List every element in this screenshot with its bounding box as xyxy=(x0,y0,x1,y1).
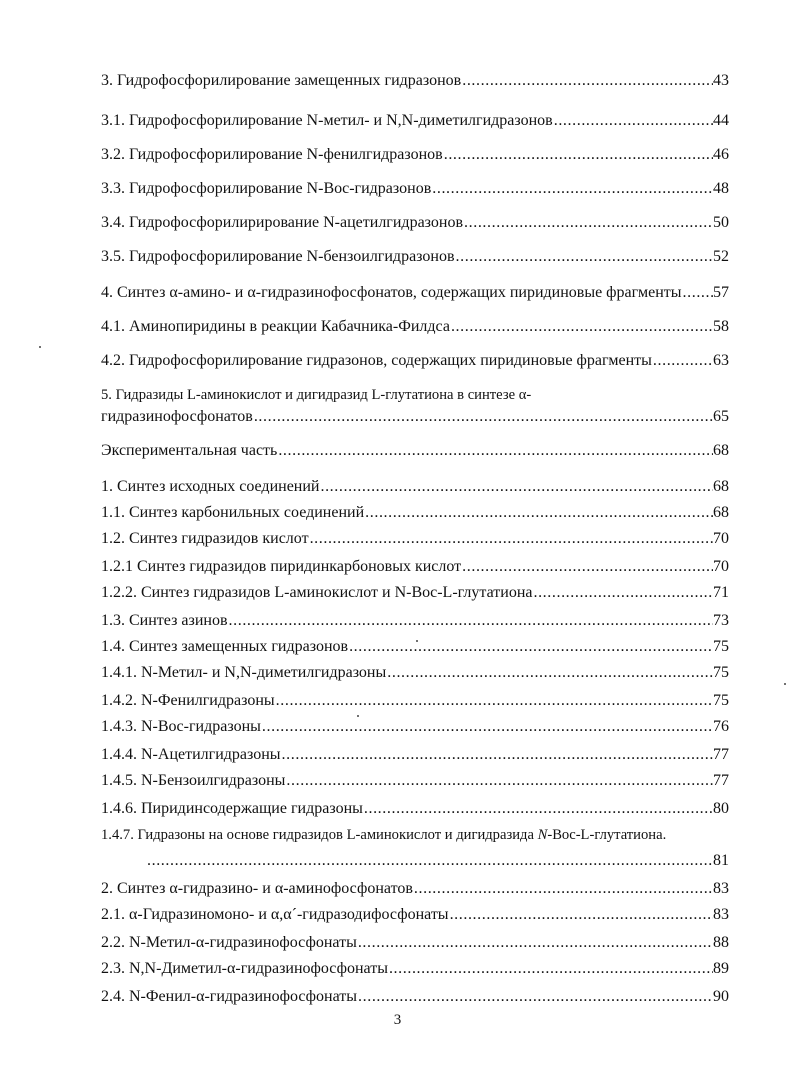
toc-entry: 4.2. Гидрофосфорилирование гидразонов, содержащих пиридиновые фрагменты ..... 63 xyxy=(101,352,729,370)
scan-speck xyxy=(416,640,418,642)
toc-entry: 1.4. Синтез замещенных гидразонов ..... 75 xyxy=(101,638,729,656)
toc-entry: 1.2. Синтез гидразидов кислот ..... 70 xyxy=(101,530,729,548)
toc-entry: 1.2.1 Синтез гидразидов пиридинкарбоновых кислот ..... 70 xyxy=(101,558,729,576)
toc-entry: 1.4.5. N-Бензоилгидразоны ..... 77 xyxy=(101,772,729,790)
page-number: 3 xyxy=(393,1012,402,1028)
toc-entry: 1.4.4. N-Ацетилгидразоны ..... 77 xyxy=(101,746,729,764)
toc-entry: 4. Синтез α-амино- и α-гидразинофосфонатов, содержащих пиридиновые фрагменты ..... 57 xyxy=(101,284,729,302)
toc-entry-first-line: 5. Гидразиды L-аминокислот и дигидразид L-глутатиона в синтезе α- xyxy=(101,387,532,403)
toc-entry: 1.2.2. Синтез гидразидов L-аминокислот и N-Boc-L-глутатиона ..... 71 xyxy=(101,584,729,602)
toc-entry: 1.1. Синтез карбонильных соединений ..... 68 xyxy=(101,504,729,522)
toc-entry: 2.3. N,N-Диметил-α-гидразинофосфонаты ..... 89 xyxy=(101,960,729,978)
toc-entry: 3.4. Гидрофосфорилирирование N-ацетилгидразонов ..... 50 xyxy=(101,214,729,232)
toc-entry: 2.2. N-Метил-α-гидразинофосфонаты ..... 88 xyxy=(101,934,729,952)
scan-speck xyxy=(784,683,786,685)
toc-entry: 3.3. Гидрофосфорилирование N-Boc-гидразонов ..... 48 xyxy=(101,180,729,198)
toc-entry: Экспериментальная часть ..... 68 xyxy=(101,442,729,460)
toc-entry: 3.2. Гидрофосфорилирование N-фенилгидразонов ..... 46 xyxy=(101,146,729,164)
toc-entry: 1.4.2. N-Фенилгидразоны ..... 75 xyxy=(101,692,729,710)
toc-entry: 1.4.3. N-Boc-гидразоны ..... 76 xyxy=(101,718,729,736)
scan-speck xyxy=(357,715,359,717)
toc-entry: 3.5. Гидрофосфорилирование N-бензоилгидразонов ..... 52 xyxy=(101,248,729,266)
toc-entry: 1. Синтез исходных соединений ..... 68 xyxy=(101,478,729,496)
scan-speck xyxy=(39,346,41,348)
toc-entry: гидразинофосфонатов ..... 65 xyxy=(101,408,729,426)
toc-entry: 2.4. N-Фенил-α-гидразинофосфонаты ..... 90 xyxy=(101,988,729,1006)
toc-entry: ..... 81 xyxy=(146,852,729,870)
toc-entry: 1.4.1. N-Метил- и N,N-диметилгидразоны ..... 75 xyxy=(101,664,729,682)
toc-entry: 4.1. Аминопиридины в реакции Кабачника-Филдса ..... 58 xyxy=(101,318,729,336)
toc-entry: 1.4.6. Пиридинсодержащие гидразоны ..... 80 xyxy=(101,800,729,818)
toc-entry: 3. Гидрофосфорилирование замещенных гидразонов ..... 43 xyxy=(101,72,729,90)
toc-entry: 2. Синтез α-гидразино- и α-аминофосфонатов ..... 83 xyxy=(101,880,729,898)
toc-entry: 2.1. α-Гидразиномоно- и α,α´-гидразодифосфонаты ..... 83 xyxy=(101,906,729,924)
toc-entry: 3.1. Гидрофосфорилирование N-метил- и N,N-диметилгидразонов ..... 44 xyxy=(101,112,729,130)
toc-entry: 1.3. Синтез азинов ..... 73 xyxy=(101,612,729,630)
toc-entry-first-line: 1.4.7. Гидразоны на основе гидразидов L-аминокислот и дигидразида N-Boc-L-глутатиона. xyxy=(101,827,667,843)
